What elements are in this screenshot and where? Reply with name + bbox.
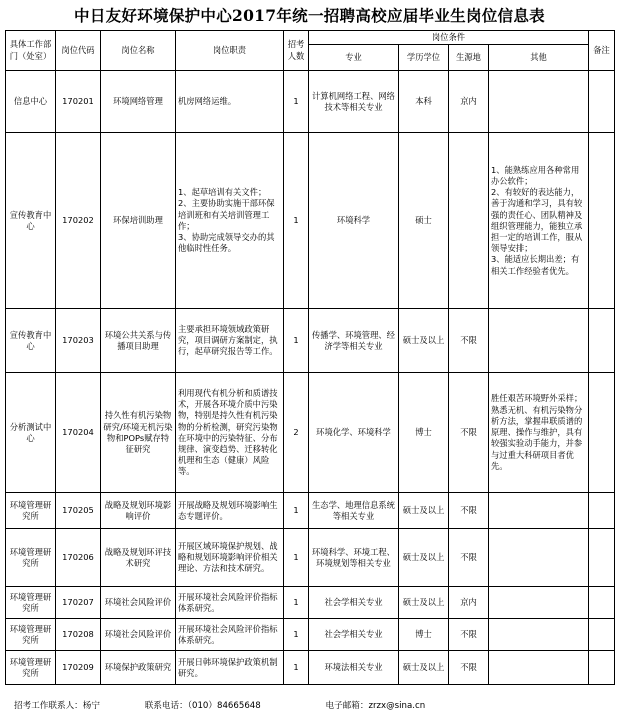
cell-dept: 环境管理研究所	[6, 493, 56, 529]
cell-remark	[589, 651, 615, 685]
footer-phone: 联系电话：（010）84665648	[144, 701, 261, 711]
header-degree: 学历学位	[399, 45, 449, 71]
cell-duty: 开展环境社会风险评价指标体系研究。	[176, 587, 284, 619]
header-other: 其他	[489, 45, 589, 71]
cell-name: 战略及规划环评技术研究	[101, 529, 176, 587]
footer	[14, 699, 425, 711]
cell-degree: 博士	[399, 619, 449, 651]
cell-name: 战略及规划环境影响评价	[101, 493, 176, 529]
header-name: 岗位名称	[101, 31, 176, 71]
cell-count: 1	[284, 71, 309, 133]
cell-degree: 硕士及以上	[399, 529, 449, 587]
cell-dept: 宣传教育中心	[6, 309, 56, 373]
job-table	[5, 30, 615, 685]
cell-other	[489, 71, 589, 133]
cell-origin: 京内	[449, 587, 489, 619]
cell-origin: 京内	[449, 71, 489, 133]
header-remark: 备注	[589, 31, 615, 71]
header-origin: 生源地	[449, 45, 489, 71]
cell-other	[489, 529, 589, 587]
page-title: 中日友好环境保护中心2017年统一招聘高校应届毕业生岗位信息表	[74, 6, 545, 25]
header-count: 招考人数	[284, 31, 309, 71]
cell-code: 170203	[56, 309, 101, 373]
cell-other	[489, 493, 589, 529]
cell-major: 环境法相关专业	[309, 651, 399, 685]
cell-degree: 硕士	[399, 133, 449, 309]
cell-origin: 不限	[449, 493, 489, 529]
header-major: 专业	[309, 45, 399, 71]
cell-other	[489, 587, 589, 619]
cell-count: 1	[284, 587, 309, 619]
cell-origin	[449, 133, 489, 309]
cell-major: 环境化学、环境科学	[309, 373, 399, 493]
cell-origin: 不限	[449, 309, 489, 373]
cell-name: 环境公共关系与传播项目助理	[101, 309, 176, 373]
cell-dept: 分析测试中心	[6, 373, 56, 493]
header-conditions: 岗位条件	[309, 31, 589, 45]
cell-code: 170205	[56, 493, 101, 529]
cell-code: 170209	[56, 651, 101, 685]
cell-origin: 不限	[449, 619, 489, 651]
header-duty: 岗位职责	[176, 31, 284, 71]
cell-degree: 硕士及以上	[399, 493, 449, 529]
table-row	[6, 71, 615, 133]
table-row	[6, 587, 615, 619]
cell-other	[489, 619, 589, 651]
cell-duty: 开展环境社会风险评价指标体系研究。	[176, 619, 284, 651]
cell-degree: 硕士及以上	[399, 587, 449, 619]
cell-remark	[589, 133, 615, 309]
cell-major: 传播学、环境管理、经济学等相关专业	[309, 309, 399, 373]
cell-major: 社会学相关专业	[309, 619, 399, 651]
cell-other: 1、能熟练应用各种常用办公软件； 2、有较好的表达能力，善于沟通和学习，具有较强的责任心、团队精神及组织管理能力，能独立承担一定的培训工作，服从领导安排； 3、能适应长期出差；有相关工作经验者优先。	[489, 133, 589, 309]
cell-remark	[589, 373, 615, 493]
table-row	[6, 309, 615, 373]
cell-degree: 硕士及以上	[399, 309, 449, 373]
cell-degree: 硕士及以上	[399, 651, 449, 685]
cell-remark	[589, 619, 615, 651]
cell-count: 1	[284, 493, 309, 529]
cell-major: 环境科学	[309, 133, 399, 309]
cell-name: 环境保护政策研究	[101, 651, 176, 685]
table-row	[6, 373, 615, 493]
cell-code: 170202	[56, 133, 101, 309]
cell-count: 1	[284, 651, 309, 685]
cell-count: 2	[284, 373, 309, 493]
cell-name: 持久性有机污染物研究/环境无机污染物和POPs赋存特征研究	[101, 373, 176, 493]
cell-degree: 博士	[399, 373, 449, 493]
cell-duty: 利用现代有机分析和质谱技术，开展各环境介质中污染物，特别是持久性有机污染物的分析检测，研究污染物在环境中的污染特征、分布规律、演变趋势、迁移转化机理和生态（健康）风险等。	[176, 373, 284, 493]
cell-remark	[589, 71, 615, 133]
cell-name: 环境网络管理	[101, 71, 176, 133]
cell-name: 环保培训助理	[101, 133, 176, 309]
cell-code: 170201	[56, 71, 101, 133]
cell-remark	[589, 529, 615, 587]
cell-duty: 开展区域环境保护规划、战略和规划环境影响评价相关理论、方法和技术研究。	[176, 529, 284, 587]
cell-remark	[589, 587, 615, 619]
cell-origin: 不限	[449, 373, 489, 493]
cell-origin: 不限	[449, 651, 489, 685]
cell-dept: 环境管理研究所	[6, 651, 56, 685]
cell-duty: 1、起草培训有关文件； 2、主要协助实施干部环保培训班和有关培训管理工作； 3、协助完成领导交办的其他临时性任务。	[176, 133, 284, 309]
cell-major: 社会学相关专业	[309, 587, 399, 619]
footer-contact: 招考工作联系人：杨宁	[14, 701, 100, 711]
cell-duty: 机房网络运维。	[176, 71, 284, 133]
header-dept: 具体工作部门（处室）	[6, 31, 56, 71]
cell-remark	[589, 493, 615, 529]
cell-major: 计算机网络工程、网络技术等相关专业	[309, 71, 399, 133]
cell-origin: 不限	[449, 529, 489, 587]
cell-name: 环境社会风险评价	[101, 587, 176, 619]
table-row	[6, 493, 615, 529]
cell-dept: 环境管理研究所	[6, 529, 56, 587]
cell-dept: 环境管理研究所	[6, 619, 56, 651]
cell-duty: 主要承担环境领域政策研究，项目调研方案制定，执行，起草研究报告等工作。	[176, 309, 284, 373]
cell-name: 环境社会风险评价	[101, 619, 176, 651]
footer-email: 电子邮箱：zrzx@sina.cn	[325, 701, 426, 711]
cell-other: 胜任艰苦环境野外采样；熟悉无机、有机污染物分析方法，掌握串联质谱的原理、操作与维护，具有较强实验动手能力，并参与过重大科研项目者优先。	[489, 373, 589, 493]
cell-major: 生态学、地理信息系统等相关专业	[309, 493, 399, 529]
header-code: 岗位代码	[56, 31, 101, 71]
cell-code: 170207	[56, 587, 101, 619]
table-body	[6, 71, 615, 685]
table-row	[6, 619, 615, 651]
cell-dept: 宣传教育中心	[6, 133, 56, 309]
cell-other	[489, 309, 589, 373]
cell-count: 1	[284, 619, 309, 651]
cell-dept: 信息中心	[6, 71, 56, 133]
cell-code: 170204	[56, 373, 101, 493]
cell-major: 环境科学、环境工程、环境规划等相关专业	[309, 529, 399, 587]
table-row	[6, 651, 615, 685]
table-row	[6, 529, 615, 587]
cell-dept: 环境管理研究所	[6, 587, 56, 619]
cell-degree: 本科	[399, 71, 449, 133]
cell-duty: 开展战略及规划环境影响生态专题评价。	[176, 493, 284, 529]
table-header	[6, 31, 615, 71]
cell-duty: 开展日韩环境保护政策机制研究。	[176, 651, 284, 685]
cell-code: 170208	[56, 619, 101, 651]
cell-code: 170206	[56, 529, 101, 587]
cell-count: 1	[284, 529, 309, 587]
cell-count: 1	[284, 309, 309, 373]
cell-count: 1	[284, 133, 309, 309]
cell-remark	[589, 309, 615, 373]
cell-other	[489, 651, 589, 685]
table-row	[6, 133, 615, 309]
